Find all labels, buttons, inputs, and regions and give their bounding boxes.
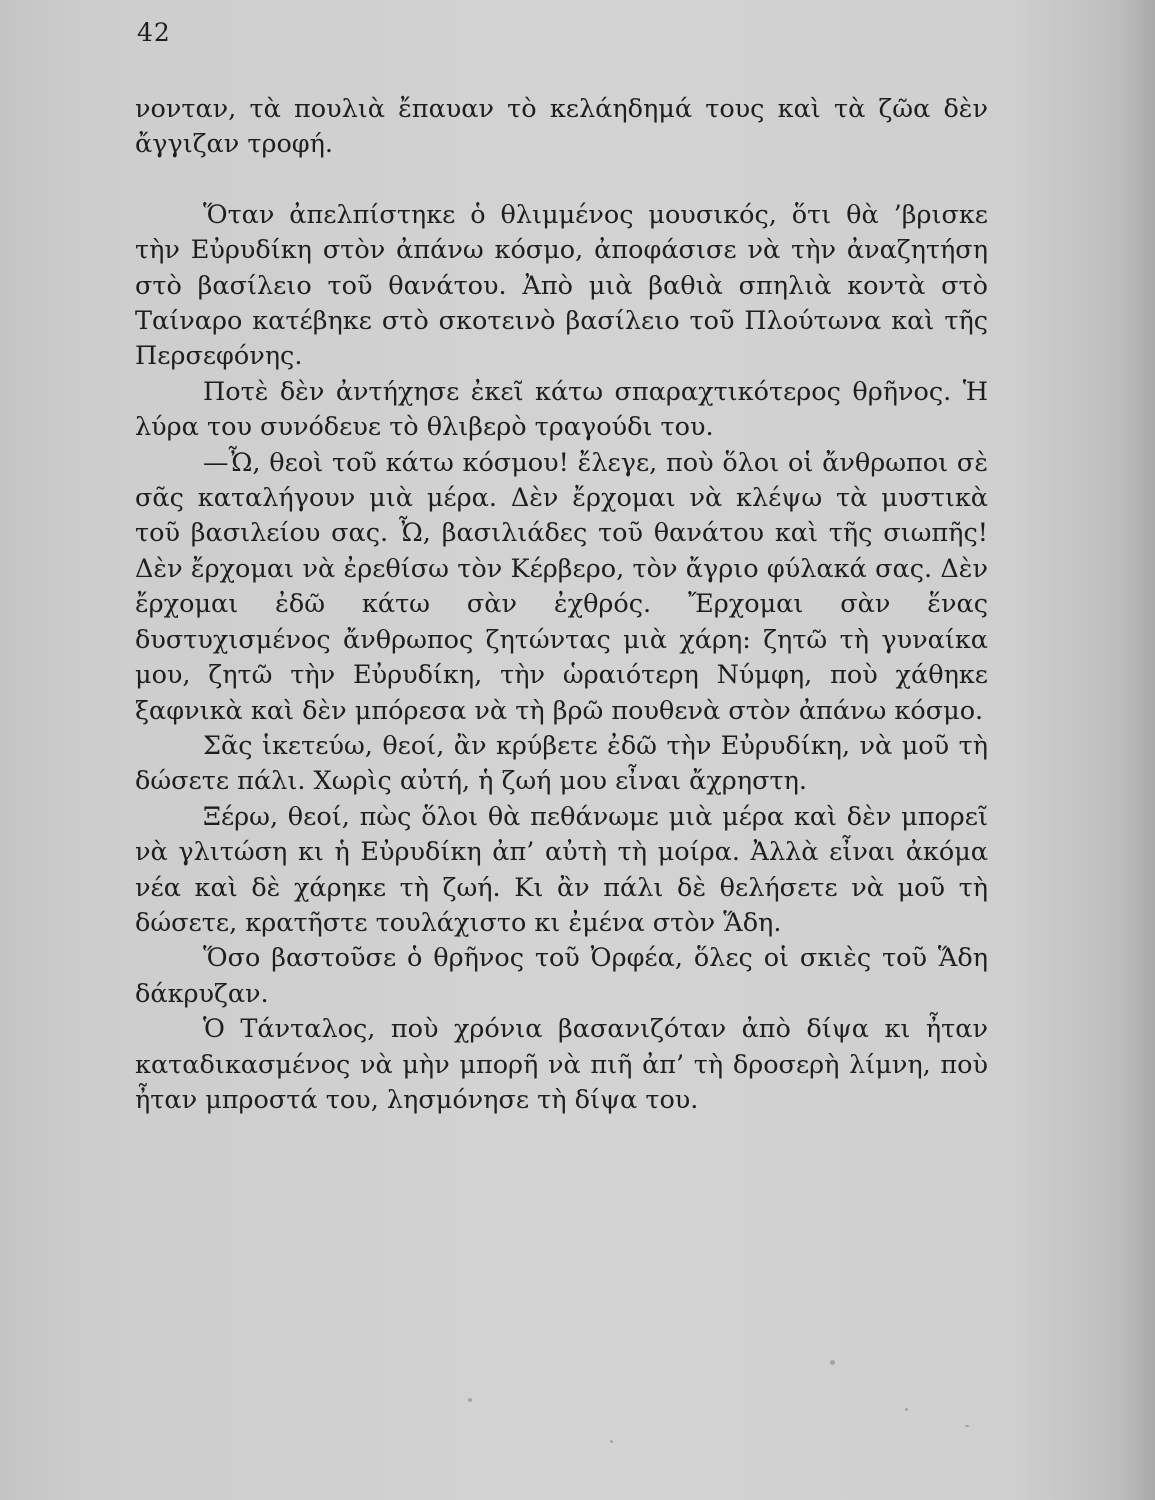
paragraph-orpheus-descends: Ὅταν ἀπελπίστηκε ὁ θλιμμένος μουσικός, ὅτι θὰ ’βρισκε τὴν Εὐρυδίκη στὸν ἀπάνω κόσμο, ἀποφάσισε νὰ τὴν ἀναζητήση στὸ βασίλειο τοῦ θανάτου. Ἀπὸ μιὰ βαθιὰ σπηλιὰ κοντὰ στὸ Ταίναρο κατέβηκε στὸ σκοτεινὸ βασίλειο τοῦ Πλούτωνα καὶ τῆς Περσεφόνης. xyxy=(135,199,988,372)
paragraph-fate: Ξέρω, θεοί, πὼς ὅλοι θὰ πεθάνωμε μιὰ μέρα καὶ δὲν μπορεῖ νὰ γλιτώση κι ἡ Εὐρυδίκη ἀπ’ αὐτὴ τὴ μοίρα. Ἀλλὰ εἶναι ἀκόμα νέα καὶ δὲ χάρηκε τὴ ζωή. Κι ἂν πάλι δὲ θελήσετε νὰ μοῦ τὴ δώσετε, κρατῆστε τουλάχιστο κι ἐμένα στὸν Ἅδη. xyxy=(135,801,988,938)
print-speck xyxy=(830,1360,835,1365)
body-text xyxy=(135,92,988,1118)
paragraph-lament: Ποτὲ δὲν ἀντήχησε ἐκεῖ κάτω σπαραχτικότερος θρῆνος. Ἡ λύρα του συνόδευε τὸ θλιβερὸ τραγούδι του. xyxy=(135,376,988,443)
print-speck xyxy=(610,1440,613,1443)
paragraph-plea: —Ὦ, θεοὶ τοῦ κάτω κόσμου! ἔλεγε, ποὺ ὅλοι οἱ ἄνθρωποι σὲ σᾶς καταλήγουν μιὰ μέρα. Δὲν ἔρχομαι νὰ κλέψω τὰ μυστικὰ τοῦ βασιλείου σας. Ὦ, βασιλιάδες τοῦ θανάτου καὶ τῆς σιωπῆς! Δὲν ἔρχομαι νὰ ἐρεθίσω τὸν Κέρβερο, τὸν ἄγριο φύλακά σας. Δὲν ἔρχομαι ἐδῶ κάτω σὰν ἐχθρός. Ἔρχομαι σὰν ἕνας δυστυχισμένος ἄνθρωπος ζητώντας μιὰ χάρη: ζητῶ τὴ γυναίκα μου, ζητῶ τὴν Εὐρυδίκη, τὴν ὡραιότερη Νύμφη, ποὺ χάθηκε ξαφνικὰ καὶ δὲν μπόρεσα νὰ τὴ βρῶ πουθενὰ στὸν ἀπάνω κόσμο. xyxy=(135,447,988,726)
paragraph-shades-weep: Ὅσο βαστοῦσε ὁ θρῆνος τοῦ Ὀρφέα, ὅλες οἱ σκιὲς τοῦ Ἅδη δάκρυζαν. xyxy=(135,943,988,1009)
paragraph-supplication: Σᾶς ἱκετεύω, θεοί, ἂν κρύβετε ἐδῶ τὴν Εὐρυδίκη, νὰ μοῦ τὴ δώσετε πάλι. Χωρὶς αὐτή, ἡ ζωή μου εἶναι ἄχρηστη. xyxy=(135,730,988,797)
paragraph-continuation: νονταν, τὰ πουλιὰ ἔπαυαν τὸ κελάηδημά τους καὶ τὰ ζῶα δὲν ἄγγιζαν τροφή. xyxy=(135,94,988,160)
print-speck xyxy=(905,1408,908,1411)
print-speck xyxy=(965,1425,969,1427)
page-number: 42 xyxy=(137,18,171,47)
paragraph-tantalus: Ὁ Τάνταλος, ποὺ χρόνια βασανιζόταν ἀπὸ δίψα κι ἦταν καταδικασμένος νὰ μὴν μπορῆ νὰ πιῆ ἀπ’ τὴ δροσερὴ λίμνη, ποὺ ἦταν μπροστά του, λησμόνησε τὴ δίψα του. xyxy=(135,1014,988,1115)
print-speck xyxy=(468,1398,472,1402)
